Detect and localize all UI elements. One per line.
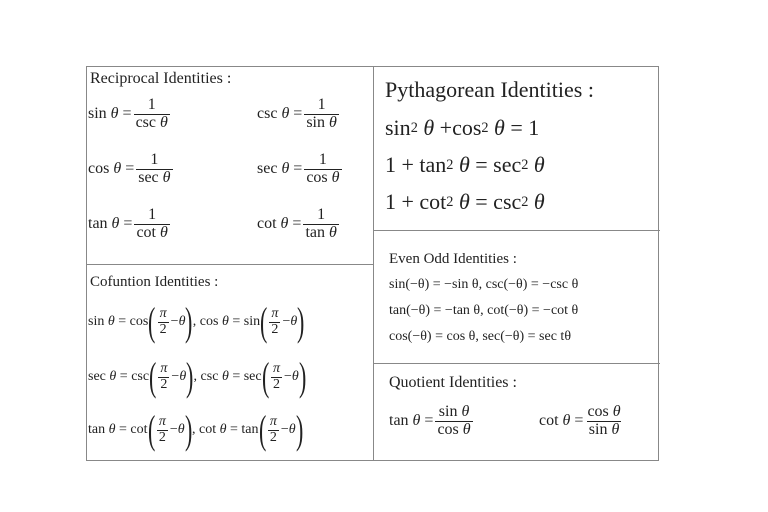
cofunction-row-2: sec θ = csc ( $\frac{\pi}{2}$ − θ ) , csc θ = sec ( $\frac{\pi}{2}$ − θ )	[88, 354, 307, 399]
pythagorean-line-3: 1 + cot 2 θ = csc 2 θ	[385, 189, 545, 214]
pythagorean-title: Pythagorean Identities :	[385, 77, 594, 102]
identities-sheet	[86, 66, 659, 461]
quotient-title: Quotient Identities :	[389, 374, 517, 391]
cofunction-row-3: tan θ = cot ( $\frac{\pi}{2}$ − θ ) , cot θ = tan ( $\frac{\pi}{2}$ − θ )	[88, 407, 303, 452]
reciprocal-cos: cos θ = $\frac{1}{\text{sec θ}}$	[88, 151, 171, 186]
evenodd-line-1: sin(−θ) = −sin θ, csc(−θ) = −csc θ	[389, 277, 579, 292]
quotient-tan: tan θ = $\frac{\text{sin θ}}{\text{cos θ}}$	[389, 403, 471, 438]
quotient-cot: cot θ = $\frac{\text{cos θ}}{\text{sin θ}}$	[539, 403, 621, 438]
reciprocal-cot: cot θ = $\frac{1}{\text{tan θ}}$	[257, 206, 337, 241]
reciprocal-sin: sin θ = $\frac{1}{\text{csc θ}}$	[88, 96, 168, 131]
reciprocal-tan: tan θ = $\frac{1}{\text{cot θ}}$	[88, 206, 168, 241]
reciprocal-title: Reciprocal Identities :	[90, 70, 232, 87]
quotient-section	[374, 364, 660, 462]
evenodd-section	[374, 231, 660, 363]
evenodd-title: Even Odd Identities :	[389, 251, 517, 267]
evenodd-line-3: cos(−θ) = cos θ, sec(−θ) = sec tθ	[389, 329, 572, 344]
pythagorean-line-2: 1 + tan 2 θ = sec 2 θ	[385, 152, 545, 177]
reciprocal-sec: sec θ = $\frac{1}{\text{cos θ}}$	[257, 151, 340, 186]
reciprocal-csc: csc θ = $\frac{1}{\text{sin θ}}$	[257, 96, 337, 131]
pythagorean-section	[374, 67, 660, 230]
cofunction-section	[87, 265, 373, 462]
reciprocal-section	[87, 67, 373, 264]
evenodd-line-2: tan(−θ) = −tan θ, cot(−θ) = −cot θ	[389, 303, 579, 318]
cofunction-row-1: sin θ = cos ( $\frac{\pi}{2}$ − θ ) , cos θ = sin ( $\frac{\pi}{2}$ − θ )	[88, 299, 305, 344]
pythagorean-line-1: sin 2 θ +cos 2 θ = 1	[385, 115, 540, 140]
cofunction-title: Cofuntion Identities :	[90, 274, 219, 290]
